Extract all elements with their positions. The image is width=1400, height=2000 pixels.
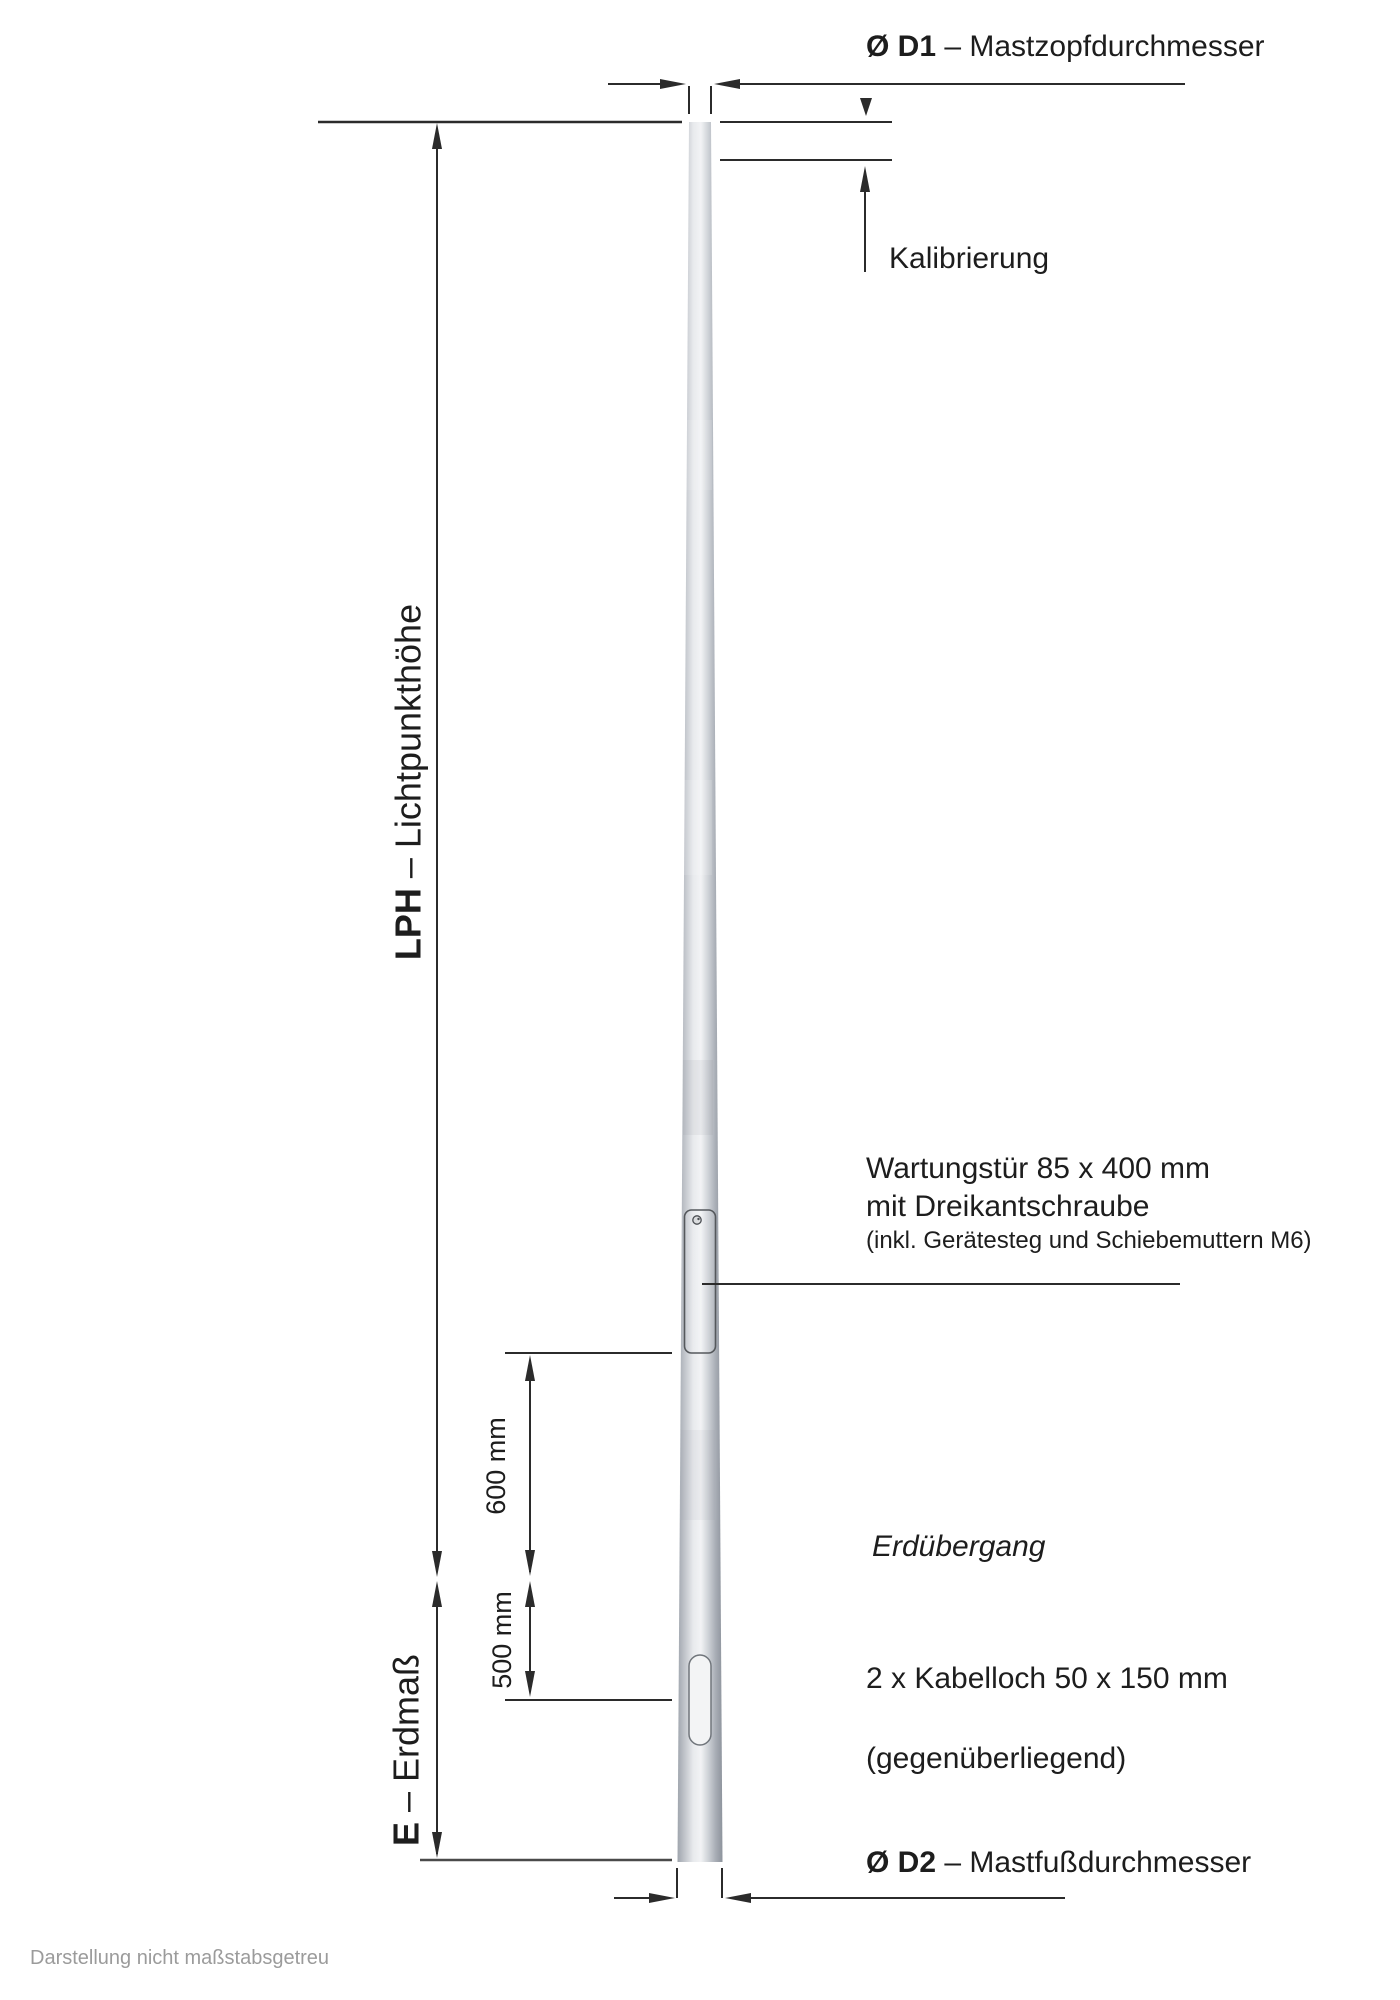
dim500-arrowhead-bottom-icon (525, 1671, 535, 1697)
kalibrierung-down-arrow-icon (860, 98, 872, 116)
wartungstuer-label (866, 1150, 1312, 1256)
dim500-label: 500 mm (486, 1591, 517, 1689)
pole-texture-patch (686, 420, 712, 490)
e-text: – Erdmaß (385, 1653, 427, 1823)
d2-label (866, 1844, 1251, 1882)
scale-disclaimer: Darstellung nicht maßstabsgetreu (30, 1947, 330, 1969)
dim500-arrowhead-top-icon (525, 1581, 535, 1607)
erduebergang-label: Erdübergang (872, 1530, 1046, 1563)
dim600-arrowhead-top-icon (525, 1355, 535, 1381)
cable-hole (689, 1655, 711, 1745)
pole-texture-patch (681, 1430, 715, 1520)
d2-code: Ø D2 (866, 1846, 937, 1879)
lph-arrowhead-bottom-icon (432, 1551, 442, 1577)
d1-arrowhead-right-icon (660, 79, 686, 89)
door-screw-dot (697, 1218, 699, 1220)
e-arrowhead-top-icon (432, 1581, 442, 1607)
lph-arrowhead-top-icon (432, 123, 442, 149)
d1-text: – Mastzopfdurchmesser (936, 30, 1265, 63)
wartungstuer-line2: mit Dreikantschraube (866, 1189, 1150, 1223)
pole-texture-patch (683, 1060, 713, 1135)
kalibrierung-label: Kalibrierung (889, 242, 1050, 275)
dim600-arrowhead-bottom-icon (525, 1550, 535, 1576)
wartungstuer-line3: (inkl. Gerätesteg und Schiebemuttern M6) (866, 1226, 1312, 1254)
d2-text: – Mastfußdurchmesser (936, 1846, 1252, 1879)
lph-code: LPH (387, 888, 429, 961)
lph-label (385, 604, 430, 960)
e-arrowhead-bottom-icon (432, 1832, 442, 1858)
dim600-label: 600 mm (480, 1417, 511, 1515)
pole-texture-patch (684, 780, 712, 875)
e-code: E (385, 1822, 427, 1847)
lph-text: – Lichtpunkthöhe (387, 603, 429, 889)
kabelloch-label-line1: 2 x Kabelloch 50 x 150 mm (866, 1662, 1228, 1695)
d1-code: Ø D1 (866, 30, 937, 63)
service-door (685, 1210, 716, 1353)
wartungstuer-line1: Wartungstür 85 x 400 mm (866, 1152, 1211, 1185)
d2-arrowhead-right-icon (649, 1893, 675, 1903)
d1-label (866, 28, 1265, 66)
kabelloch-label-line2: (gegenüberliegend) (866, 1742, 1127, 1775)
pole-shape (678, 122, 723, 1862)
e-label (383, 1654, 428, 1846)
door-screw-icon (693, 1216, 701, 1224)
